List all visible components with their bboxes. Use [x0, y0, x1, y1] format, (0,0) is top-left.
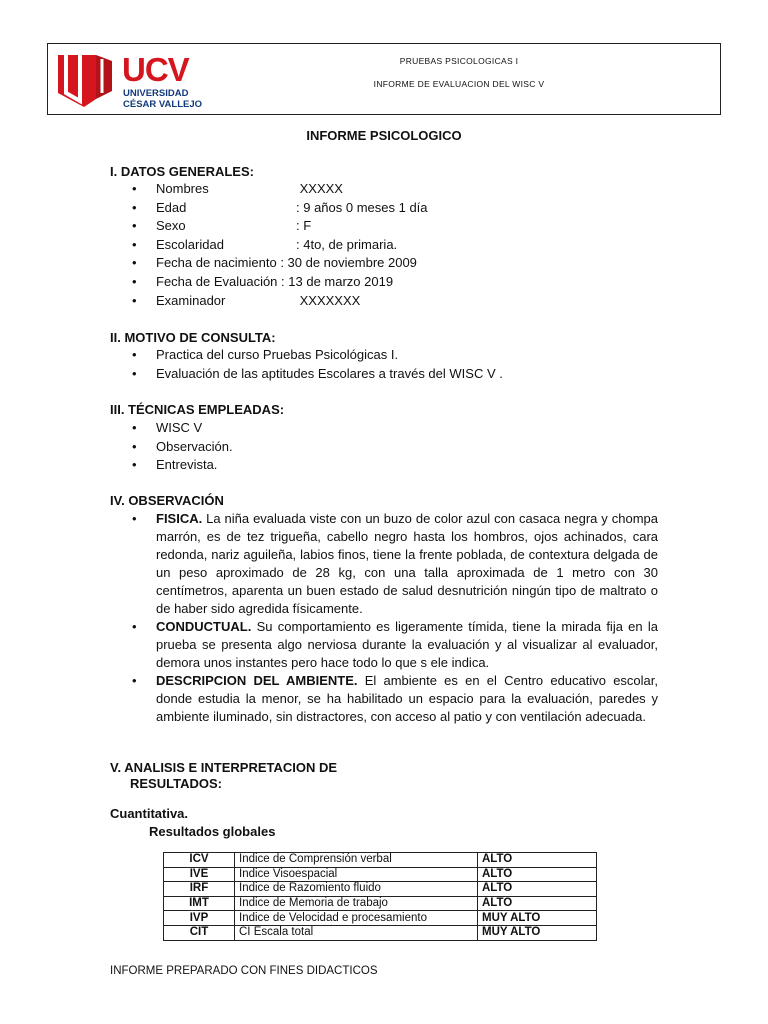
- resultados-globales-label: Resultados globales: [149, 824, 276, 839]
- heading-tecnicas: III. TÉCNICAS EMPLEADAS:: [110, 402, 285, 417]
- table-cell: MUY ALTO: [478, 925, 597, 940]
- list-item: • Entrevista.: [130, 456, 233, 475]
- logo-sub-line2: CÉSAR VALLEJO: [123, 99, 203, 110]
- list-item: • WISC V: [130, 419, 233, 438]
- list-item: • Edad : 9 años 0 meses 1 día: [130, 199, 428, 218]
- list-item: • Practica del curso Pruebas Psicológicas I.: [130, 346, 503, 365]
- ucv-logo: [56, 51, 206, 109]
- table-cell: ALTO: [478, 896, 597, 911]
- table-cell: CI Escala total: [235, 925, 478, 940]
- heading-motivo-consulta: II. MOTIVO DE CONSULTA:: [110, 330, 276, 345]
- header-text: [198, 44, 720, 114]
- results-table: [163, 852, 597, 941]
- course-title: PRUEBAS PSICOLOGICAS I: [399, 56, 519, 66]
- cuantitativa-label: Cuantitativa.: [110, 806, 189, 821]
- table-cell: Indice de Comprensión verbal: [235, 853, 478, 868]
- list-item: • Nombres XXXXX: [130, 180, 428, 199]
- tecnicas-list: [130, 419, 233, 475]
- list-item: • DESCRIPCION DEL AMBIENTE. El ambiente es en el Centro educativo escolar, donde estudia la menor, se ha habilitado un espacio para la evaluación, paredes y ambiente iluminado, sin distractores, con acceso al patio y con ventilación adecuada.: [130, 672, 658, 726]
- table-cell: Indice Visoespacial: [235, 867, 478, 882]
- observacion-list: [130, 510, 658, 726]
- list-item: • FISICA. La niña evaluada viste con un buzo de color azul con casaca negra y chompa marrón, es de tez trigueña, cabello negro hasta los hombros, ojos achinados, cara redonda, nariz aguileña, labios finos, tiene la frente poblada, de contextura delgada de un peso aproximado de 28 kg, con una talla aproximada de 1 metro con 30 centímetros, aparenta un buen estado de salud desnutrición ningún tipo de maltrato o de haber sido agredida físicamente.: [130, 510, 658, 618]
- list-item: • Fecha de nacimiento : 30 de noviembre 2009: [130, 254, 428, 273]
- list-item: • Fecha de Evaluación : 13 de marzo 2019: [130, 273, 428, 292]
- table-cell: IVE: [164, 867, 235, 882]
- datos-generales-list: [130, 180, 428, 310]
- logo-text: UCV: [122, 51, 189, 88]
- table-row: [164, 867, 597, 882]
- heading-resultados: RESULTADOS:: [130, 776, 222, 791]
- table-row: [164, 896, 597, 911]
- table-cell: ALTO: [478, 853, 597, 868]
- logo-subtitle: [123, 88, 202, 110]
- table-cell: Indice de Velocidad e procesamiento: [235, 911, 478, 926]
- table-row: [164, 911, 597, 926]
- table-cell: MUY ALTO: [478, 911, 597, 926]
- list-item: • Evaluación de las aptitudes Escolares a través del WISC V .: [130, 365, 503, 384]
- table-row: [164, 925, 597, 940]
- heading-observacion: IV. OBSERVACIÓN: [110, 493, 224, 508]
- table-cell: IRF: [164, 882, 235, 897]
- document-title: INFORME PSICOLOGICO: [306, 128, 462, 143]
- table-cell: ALTO: [478, 882, 597, 897]
- heading-datos-generales: I. DATOS GENERALES:: [110, 164, 254, 179]
- table-cell: Indice de Memoria de trabajo: [235, 896, 478, 911]
- table-cell: ALTO: [478, 867, 597, 882]
- list-item: • CONDUCTUAL. Su comportamiento es ligeramente tímida, tiene la mirada fija en la prueba se presenta algo nerviosa durante la evaluación y al visualizar al evaluador, demora unos instantes pero hace todo lo que s ele indica.: [130, 618, 658, 672]
- list-item: • Observación.: [130, 438, 233, 457]
- table-cell: Indice de Razomiento fluido: [235, 882, 478, 897]
- table-cell: ICV: [164, 853, 235, 868]
- list-item: • Escolaridad : 4to, de primaria.: [130, 236, 428, 255]
- document-header: [47, 43, 721, 115]
- ucv-shield-icon: [56, 51, 116, 109]
- table-cell: IVP: [164, 911, 235, 926]
- list-item: • Sexo : F: [130, 217, 428, 236]
- motivo-list: [130, 346, 503, 383]
- list-item: • Examinador XXXXXXX: [130, 292, 428, 311]
- heading-analisis: V. ANALISIS E INTERPRETACION DE: [110, 760, 338, 775]
- logo-sub-line1: UNIVERSIDAD: [123, 88, 189, 99]
- table-row: [164, 882, 597, 897]
- table-cell: IMT: [164, 896, 235, 911]
- table-cell: CIT: [164, 925, 235, 940]
- table-row: [164, 853, 597, 868]
- document-footer: INFORME PREPARADO CON FINES DIDACTICOS: [110, 965, 378, 977]
- report-subtitle: INFORME DE EVALUACION DEL WISC V: [373, 79, 545, 89]
